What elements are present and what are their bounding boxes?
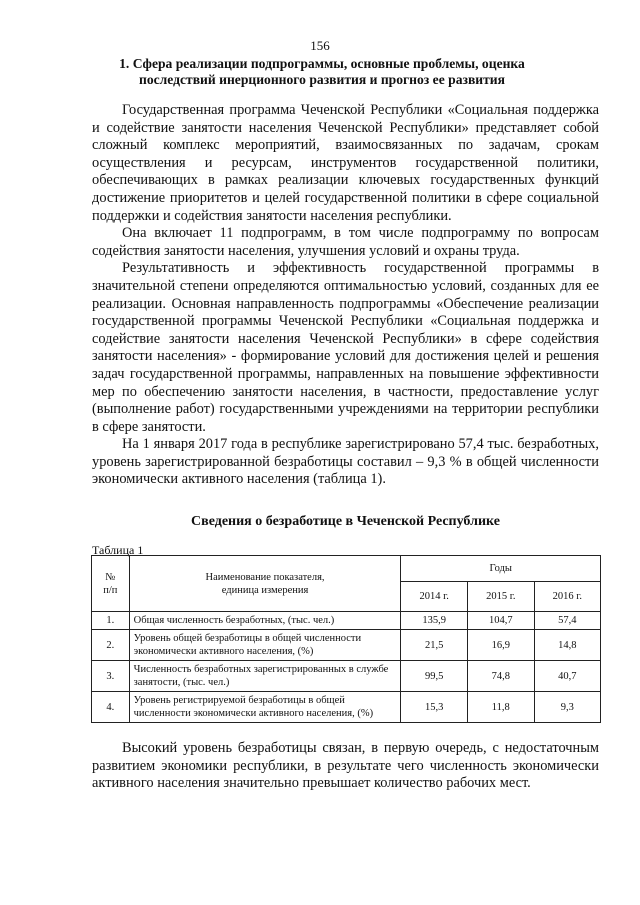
row-value-2016: 9,3	[534, 692, 600, 723]
paragraph-program-overview: Государственная программа Чеченской Республики «Социальная поддержка и содействие занятости населения Чеченской Республики» представляет собой сложный комплекс мероприятий, взаимосвязанных по задачам, срокам осуществления и ресурсам, инструментов государственной политики, обеспечивающих в рамках реализации ключевых государственных функций достижение приоритетов и целей государственной политики в сфере социальной поддержки и содействия занятости населения республики.	[92, 102, 599, 224]
paragraph-unemployment-stats: На 1 января 2017 года в республике зарегистрировано 57,4 тыс. безработных, уровень зарегистрированной безработицы составил – 9,3 % в общей численности экономически активного населения (таблица 1).	[92, 436, 599, 488]
row-value-2015: 104,7	[468, 612, 535, 630]
page-number: 156	[310, 38, 330, 53]
row-value-2015: 11,8	[468, 692, 535, 723]
header-year-2016: 2016 г.	[534, 582, 600, 612]
table-caption: Таблица 1	[92, 543, 144, 557]
table-header-row	[92, 556, 601, 582]
closing-text	[92, 740, 599, 793]
header-num	[92, 556, 130, 612]
section-heading-line-1: 1. Сфера реализации подпрограммы, основные проблемы, оценка	[119, 56, 525, 71]
table-title: Сведения о безработице в Чеченской Республике	[191, 514, 500, 529]
row-value-2015: 74,8	[468, 661, 535, 692]
row-value-2016: 57,4	[534, 612, 600, 630]
table-row	[92, 661, 601, 692]
paragraph-closing: Высокий уровень безработицы связан, в первую очередь, с недостаточным развитием экономики республики, в результате чего численность экономически активного населения значительно превышает количество рабочих мест.	[92, 740, 599, 792]
paragraph-subprograms: Она включает 11 подпрограмм, в том числе подпрограмму по вопросам содействия занятости населения, улучшения условий и охраны труда.	[92, 225, 599, 259]
row-name: Уровень регистрируемой безработицы в общей численности экономически активного населения, (%)	[129, 692, 401, 723]
row-name: Общая численность безработных, (тыс. чел.)	[129, 612, 401, 630]
row-num: 4.	[92, 692, 130, 723]
section-heading-line-2: последствий инерционного развития и прогноз ее развития	[138, 72, 505, 87]
row-value-2015: 16,9	[468, 630, 535, 661]
header-num-line-2: п/п	[103, 584, 118, 596]
paragraph-effectiveness: Результативность и эффективность государственной программы в значительной степени определяются оптимальностью условий, созданных для ее реализации. Основная направленность подпрограммы «Обеспечение реализации государственной программы Чеченской Республики «Социальная поддержка и содействие занятости населения Чеченской Республики» в сфере содействия занятости населения» - формирование условий для достижения целей и решения задач государственной программы, направленных на повышение эффективности мер по обеспечению занятости населения, в частности, предоставление услуг (выполнение работ) государственными учреждениями на территории республики в сфере занятости.	[92, 260, 599, 435]
row-name: Численность безработных зарегистрированных в службе занятости, (тыс. чел.)	[129, 661, 401, 692]
section-heading	[92, 56, 552, 88]
table-row	[92, 612, 601, 630]
row-num: 3.	[92, 661, 130, 692]
header-years: Годы	[401, 556, 601, 582]
row-name: Уровень общей безработицы в общей численности экономически активного населения, (%)	[129, 630, 401, 661]
header-name-line-1: Наименование показателя,	[205, 571, 325, 583]
header-num-line-1: №	[105, 571, 116, 583]
row-value-2014: 99,5	[401, 661, 468, 692]
unemployment-table	[91, 555, 601, 723]
row-value-2014: 135,9	[401, 612, 468, 630]
row-num: 1.	[92, 612, 130, 630]
header-name	[129, 556, 401, 612]
body-text	[92, 102, 599, 489]
row-value-2014: 21,5	[401, 630, 468, 661]
row-value-2014: 15,3	[401, 692, 468, 723]
row-num: 2.	[92, 630, 130, 661]
table-row	[92, 692, 601, 723]
table-row	[92, 630, 601, 661]
row-value-2016: 14,8	[534, 630, 600, 661]
row-value-2016: 40,7	[534, 661, 600, 692]
header-name-line-2: единица измерения	[221, 584, 309, 596]
header-year-2015: 2015 г.	[468, 582, 535, 612]
header-year-2014: 2014 г.	[401, 582, 468, 612]
